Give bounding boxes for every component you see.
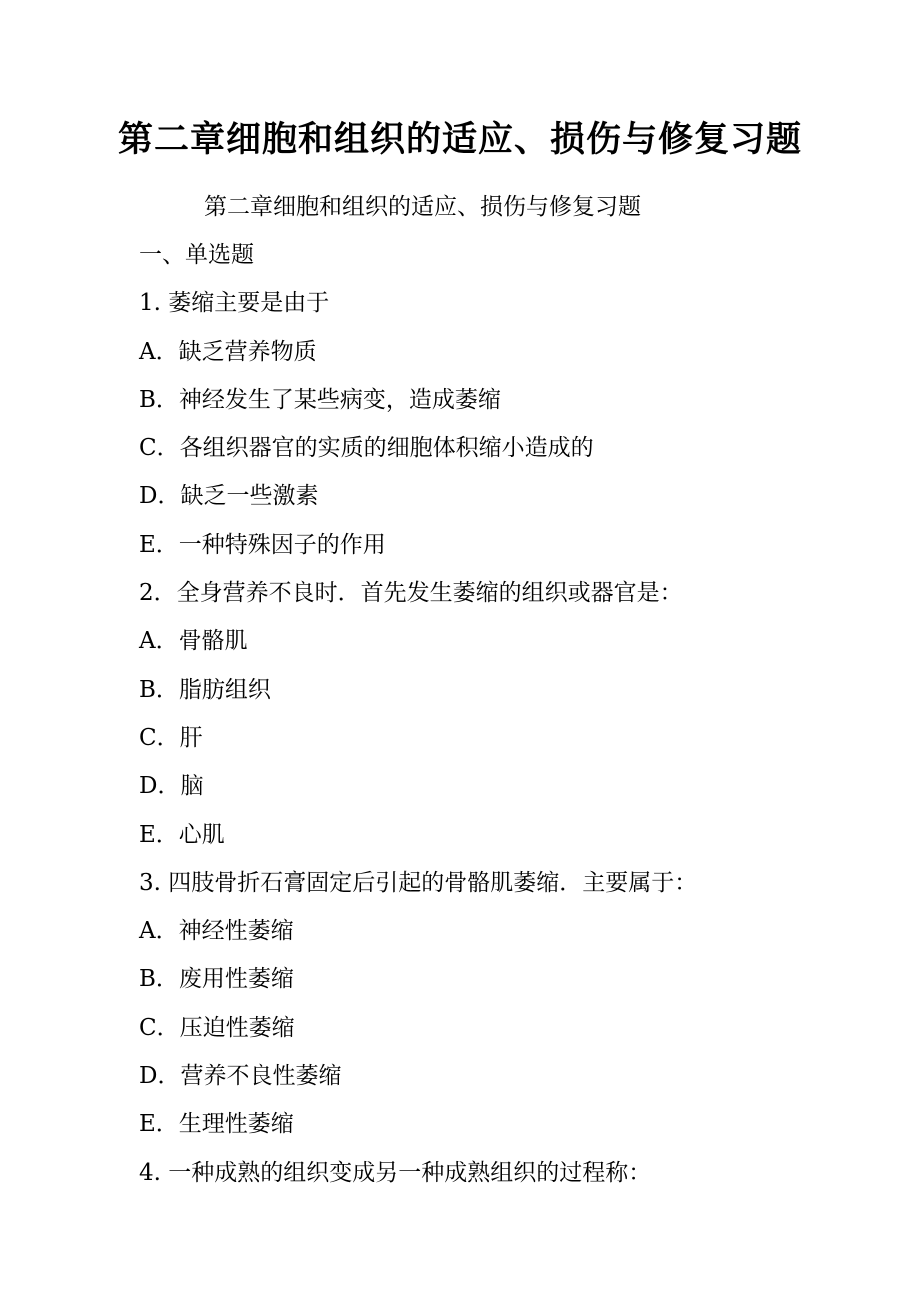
question-1-option-c: C．各组织器官的实质的细胞体积缩小造成的 — [139, 435, 594, 462]
question-3-option-c: C．压迫性萎缩 — [139, 1014, 295, 1041]
question-list — [139, 236, 859, 1202]
document-subtitle: 第二章细胞和组织的适应、损伤与修复习题 — [204, 194, 641, 220]
question-3-option-e: E．生理性萎缩 — [139, 1111, 294, 1138]
question-2-option-e: E．心肌 — [139, 821, 225, 848]
section-heading: 一、单选题 — [139, 242, 254, 268]
question-1-option-a: A．缺乏营养物质 — [139, 338, 317, 365]
question-4: 4. 一种成熟的组织变成另一种成熟组织的过程称： — [139, 1159, 652, 1186]
question-3-option-a: A．神经性萎缩 — [139, 918, 294, 945]
question-1-option-e: E．一种特殊因子的作用 — [139, 531, 386, 558]
question-2-option-d: D．脑 — [139, 773, 204, 800]
question-2-option-a: A．骨骼肌 — [139, 628, 248, 655]
question-1: 1. 萎缩主要是由于 — [139, 290, 330, 317]
question-3: 3. 四肢骨折石膏固定后引起的骨骼肌萎缩．主要属于： — [139, 869, 698, 896]
page-title: 第二章细胞和组织的适应、损伤与修复习题 — [117, 120, 802, 160]
question-2-option-b: B．脂肪组织 — [139, 676, 271, 703]
question-2: 2．全身营养不良时．首先发生萎缩的组织或器官是： — [139, 580, 683, 607]
question-3-option-b: B．废用性萎缩 — [139, 966, 294, 993]
question-1-option-b: B．神经发生了某些病变，造成萎缩 — [139, 386, 501, 413]
question-1-option-d: D．缺乏一些激素 — [139, 483, 319, 510]
question-2-option-c: C．肝 — [139, 724, 203, 751]
question-3-option-d: D．营养不良性萎缩 — [139, 1063, 342, 1090]
